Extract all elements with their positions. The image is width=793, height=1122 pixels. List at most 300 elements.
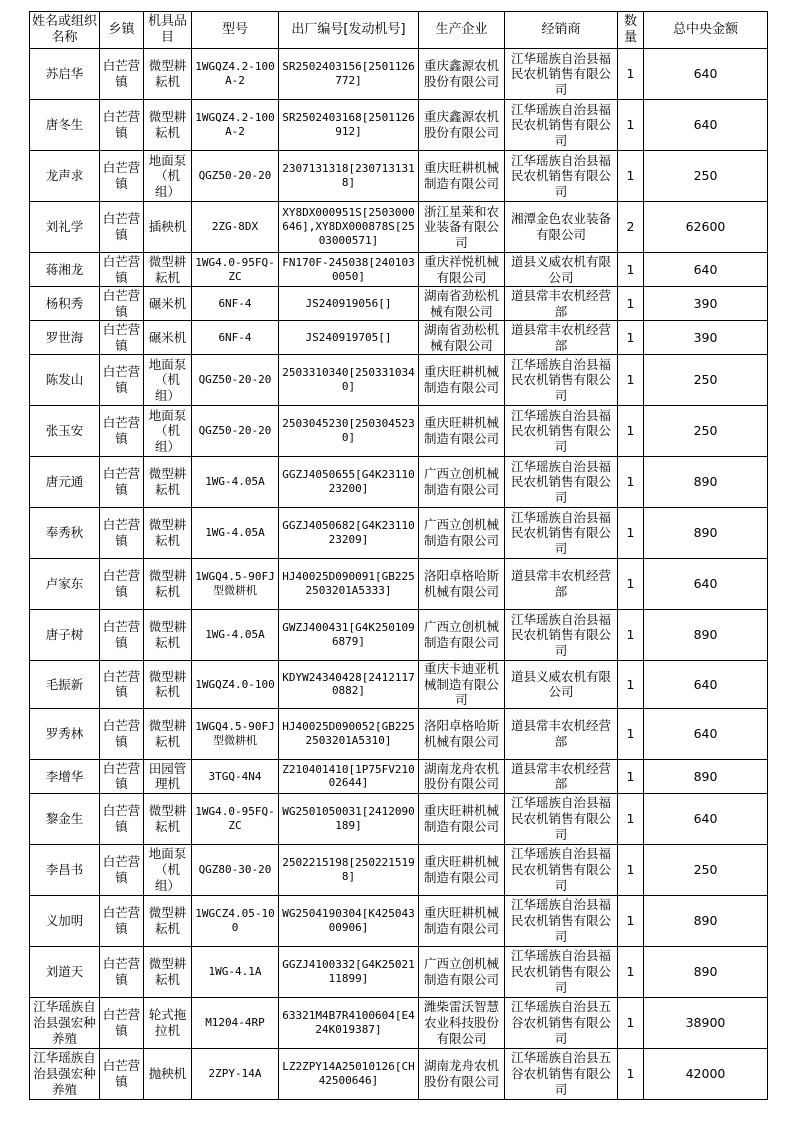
cell-town (100, 708, 144, 759)
cell-text: 白芒营镇 (102, 956, 141, 987)
cell-qty (618, 946, 644, 997)
cell-model (192, 151, 279, 202)
cell-maker (419, 895, 505, 946)
cell-text: 63321M4B7R4100604[E424K019387] (282, 1009, 415, 1036)
cell-town (100, 997, 144, 1048)
cell-town (100, 793, 144, 844)
cell-amount (644, 610, 768, 661)
cell-text: 湖南省劲松机械有限公司 (423, 287, 499, 319)
cell-qty (618, 406, 644, 457)
cell-text: QGZ80-30-20 (198, 863, 272, 876)
cell-text: 640 (693, 676, 718, 692)
cell-text: 1 (626, 964, 635, 980)
cell-name (30, 559, 100, 610)
cell-text: 奉秀秋 (45, 525, 84, 541)
cell-text: 江华瑶族自治县五谷农机销售有限公司 (510, 1050, 611, 1097)
cell-maker (419, 287, 505, 321)
cell-name (30, 151, 100, 202)
cell-text: 江华瑶族自治县福民农机销售有限公司 (510, 458, 611, 505)
cell-serial (279, 202, 419, 253)
cell-text: 张玉安 (45, 423, 84, 439)
cell-dealer (505, 793, 618, 844)
cell-maker (419, 508, 505, 559)
cell-text: 1 (626, 726, 635, 742)
cell-serial (279, 321, 419, 355)
cell-name (30, 508, 100, 559)
cell-dealer (505, 100, 618, 151)
cell-maker (419, 406, 505, 457)
cell-text: 白芒营镇 (102, 287, 141, 319)
cell-serial (279, 708, 419, 759)
cell-text: 广西立创机械制造有限公司 (423, 517, 499, 548)
cell-item (144, 49, 192, 100)
cell-amount (644, 661, 768, 709)
cell-dealer (505, 49, 618, 100)
cell-name (30, 895, 100, 946)
cell-text: 1WG-4.05A (205, 526, 265, 540)
cell-dealer (505, 202, 618, 253)
cell-text: 潍柴雷沃智慧农业科技股份有限公司 (423, 999, 499, 1046)
cell-amount (644, 457, 768, 508)
cell-model (192, 253, 279, 287)
cell-model (192, 793, 279, 844)
cell-text: 微型耕耘机 (148, 568, 187, 599)
column-header: 总中央金额 (644, 12, 768, 49)
cell-model (192, 457, 279, 508)
cell-text: 250 (693, 862, 718, 878)
cell-text: 1WGQZ4.0-100 (195, 677, 275, 691)
cell-text: M1204-4RP (205, 1016, 265, 1029)
cell-text: 890 (693, 964, 718, 980)
cell-town (100, 844, 144, 895)
cell-town (100, 49, 144, 100)
cell-amount (644, 508, 768, 559)
cell-item (144, 321, 192, 355)
cell-text: 1 (626, 372, 635, 388)
cell-text: 地面泵（机组） (148, 152, 187, 199)
cell-qty (618, 708, 644, 759)
table-row (30, 287, 768, 321)
cell-text: 2307131318[2307131318] (282, 162, 415, 189)
cell-model (192, 287, 279, 321)
cell-text: 道县常丰农机经营部 (510, 321, 611, 353)
cell-text: 毛振新 (45, 676, 84, 692)
table-row (30, 708, 768, 759)
cell-text: 1WG-4.1A (208, 965, 262, 978)
cell-town (100, 895, 144, 946)
table-row (30, 759, 768, 793)
cell-text: 微型耕耘机 (148, 109, 187, 140)
column-header: 机具品目 (144, 12, 192, 49)
cell-maker (419, 151, 505, 202)
cell-serial (279, 610, 419, 661)
cell-serial (279, 1048, 419, 1099)
cell-dealer (505, 759, 618, 793)
cell-text: 湖南龙舟农机股份有限公司 (423, 760, 499, 792)
cell-text: 湖南省劲松机械有限公司 (423, 321, 499, 353)
cell-town (100, 151, 144, 202)
cell-dealer (505, 610, 618, 661)
cell-text: 1 (626, 1015, 635, 1031)
cell-qty (618, 793, 644, 844)
cell-text: 重庆祥悦机械有限公司 (423, 253, 499, 285)
cell-text: 唐冬生 (45, 117, 84, 133)
cell-text: 田园管理机 (148, 760, 187, 792)
column-header: 出厂编号[发动机号] (279, 12, 419, 49)
cell-dealer (505, 1048, 618, 1099)
cell-text: 白芒营镇 (102, 58, 141, 89)
cell-item (144, 100, 192, 151)
table-row (30, 151, 768, 202)
cell-text: 重庆旺耕机械制造有限公司 (423, 803, 499, 834)
table-row (30, 406, 768, 457)
cell-text: 江华瑶族自治县强宏种养殖 (33, 999, 96, 1046)
cell-text: 1 (626, 168, 635, 184)
cell-maker (419, 202, 505, 253)
cell-text: 江华瑶族自治县福民农机销售有限公司 (510, 152, 611, 199)
cell-town (100, 253, 144, 287)
cell-dealer (505, 355, 618, 406)
cell-text: 陈发山 (45, 372, 84, 388)
cell-text: 重庆旺耕机械制造有限公司 (423, 364, 499, 395)
cell-name (30, 49, 100, 100)
cell-serial (279, 287, 419, 321)
cell-amount (644, 793, 768, 844)
cell-maker (419, 49, 505, 100)
cell-text: 白芒营镇 (102, 803, 141, 834)
cell-text: 白芒营镇 (102, 619, 141, 650)
cell-text: 道县常丰农机经营部 (510, 760, 611, 792)
cell-text: 38900 (685, 1015, 726, 1031)
cell-text: 江华瑶族自治县福民农机销售有限公司 (510, 897, 611, 944)
cell-qty (618, 661, 644, 709)
cell-text: 6NF-4 (218, 330, 252, 344)
cell-text: 890 (693, 525, 718, 541)
cell-item (144, 997, 192, 1048)
cell-amount (644, 997, 768, 1048)
cell-text: 390 (693, 329, 718, 345)
cell-text: 刘道天 (45, 964, 84, 980)
cell-text: 刘礼学 (45, 219, 84, 235)
cell-qty (618, 253, 644, 287)
cell-dealer (505, 708, 618, 759)
cell-name (30, 100, 100, 151)
cell-amount (644, 1048, 768, 1099)
cell-town (100, 355, 144, 406)
cell-text: XY8DX000951S[2503000646],XY8DX000878S[2503000571] (282, 206, 415, 247)
cell-qty (618, 895, 644, 946)
cell-name (30, 997, 100, 1048)
cell-text: 250 (693, 423, 718, 439)
cell-text: GGZJ4050682[G4K2311023209] (282, 519, 415, 546)
cell-name (30, 844, 100, 895)
cell-text: 2 (626, 219, 635, 235)
cell-item (144, 151, 192, 202)
cell-maker (419, 610, 505, 661)
cell-text: 640 (693, 726, 718, 742)
cell-text: 轮式拖拉机 (148, 1007, 187, 1038)
cell-model (192, 610, 279, 661)
cell-text: 唐元通 (45, 474, 84, 490)
cell-text: QGZ50-20-20 (198, 373, 272, 387)
cell-model (192, 661, 279, 709)
cell-text: 1WG4.0-95FQ-ZC (195, 255, 275, 283)
table-row (30, 895, 768, 946)
cell-text: 罗世海 (45, 329, 84, 345)
column-header: 数量 (618, 12, 644, 49)
cell-text: 250 (693, 372, 718, 388)
cell-amount (644, 49, 768, 100)
cell-text: 1 (626, 525, 635, 541)
cell-text: 江华瑶族自治县福民农机销售有限公司 (510, 356, 611, 403)
cell-text: 1WGQ4.5-90FJ型微耕机 (195, 720, 275, 747)
cell-amount (644, 844, 768, 895)
cell-item (144, 708, 192, 759)
cell-text: 道县常丰农机经营部 (510, 287, 611, 319)
cell-text: LZ2ZPY14A25010126[CH42500646] (282, 1060, 415, 1087)
cell-text: 1WGQZ4.2-100A-2 (195, 111, 275, 138)
cell-maker (419, 253, 505, 287)
cell-item (144, 661, 192, 709)
cell-item (144, 508, 192, 559)
cell-text: 地面泵（机组） (148, 356, 187, 403)
cell-serial (279, 793, 419, 844)
cell-town (100, 946, 144, 997)
cell-text: 白芒营镇 (102, 760, 141, 792)
cell-text: 微型耕耘机 (148, 466, 187, 497)
table-row (30, 610, 768, 661)
cell-town (100, 100, 144, 151)
cell-name (30, 708, 100, 759)
cell-item (144, 253, 192, 287)
cell-qty (618, 559, 644, 610)
cell-text: 洛阳卓格哈斯机械有限公司 (423, 568, 499, 599)
cell-text: 640 (693, 66, 718, 82)
cell-text: 890 (693, 768, 718, 784)
cell-text: 插秧机 (148, 219, 187, 235)
cell-town (100, 759, 144, 793)
cell-text: QGZ50-20-20 (198, 169, 272, 183)
cell-text: 江华瑶族自治县福民农机销售有限公司 (510, 407, 611, 454)
cell-text: 重庆鑫源农机股份有限公司 (423, 58, 499, 89)
cell-text: SR2502403156[2501126772] (282, 60, 415, 87)
cell-text: 890 (693, 474, 718, 490)
cell-text: 碾米机 (148, 295, 187, 311)
cell-town (100, 321, 144, 355)
cell-name (30, 759, 100, 793)
cell-text: FN170F-245038[2401030050] (282, 255, 415, 283)
cell-item (144, 759, 192, 793)
cell-item (144, 559, 192, 610)
cell-text: 蒋湘龙 (45, 261, 84, 277)
cell-text: 2502215198[2502215198] (282, 856, 415, 883)
cell-text: 黎金生 (45, 811, 84, 827)
cell-text: 1 (626, 913, 635, 929)
cell-text: KDYW24340428[24121170882] (282, 670, 415, 698)
cell-item (144, 844, 192, 895)
cell-text: 道县常丰农机经营部 (510, 568, 611, 599)
table-row (30, 997, 768, 1048)
cell-text: 江华瑶族自治县福民农机销售有限公司 (510, 795, 611, 842)
cell-qty (618, 508, 644, 559)
cell-name (30, 457, 100, 508)
cell-item (144, 457, 192, 508)
cell-item (144, 793, 192, 844)
table-row (30, 661, 768, 709)
cell-dealer (505, 151, 618, 202)
cell-text: 广西立创机械制造有限公司 (423, 619, 499, 650)
cell-town (100, 508, 144, 559)
cell-model (192, 49, 279, 100)
cell-model (192, 895, 279, 946)
cell-text: 卢家东 (45, 576, 84, 592)
cell-amount (644, 895, 768, 946)
cell-text: 1WGQZ4.2-100A-2 (195, 60, 275, 87)
cell-text: 1 (626, 66, 635, 82)
cell-text: 罗秀林 (45, 726, 84, 742)
cell-serial (279, 559, 419, 610)
cell-maker (419, 661, 505, 709)
cell-text: 重庆鑫源农机股份有限公司 (423, 109, 499, 140)
table-row (30, 793, 768, 844)
cell-text: 1 (626, 329, 635, 345)
cell-text: WG2501050031[2412090189] (282, 805, 415, 832)
cell-maker (419, 559, 505, 610)
cell-text: 微型耕耘机 (148, 517, 187, 548)
cell-qty (618, 321, 644, 355)
cell-maker (419, 355, 505, 406)
cell-town (100, 406, 144, 457)
cell-text: 白芒营镇 (102, 364, 141, 395)
cell-item (144, 406, 192, 457)
cell-text: 浙江星莱和农业装备有限公司 (423, 203, 499, 250)
cell-text: 62600 (685, 219, 726, 235)
cell-text: 湖南龙舟农机股份有限公司 (423, 1058, 499, 1089)
cell-maker (419, 997, 505, 1048)
column-header: 乡镇 (100, 12, 144, 49)
cell-qty (618, 355, 644, 406)
cell-amount (644, 151, 768, 202)
cell-qty (618, 457, 644, 508)
cell-text: WG2504190304[K42504300906] (282, 907, 415, 934)
cell-text: QGZ50-20-20 (198, 424, 272, 438)
cell-town (100, 202, 144, 253)
cell-dealer (505, 895, 618, 946)
cell-text: 白芒营镇 (102, 568, 141, 599)
cell-maker (419, 844, 505, 895)
cell-model (192, 508, 279, 559)
cell-text: 江华瑶族自治县福民农机销售有限公司 (510, 101, 611, 148)
table-row (30, 508, 768, 559)
cell-text: 1 (626, 423, 635, 439)
cell-amount (644, 287, 768, 321)
cell-text: 1 (626, 768, 635, 784)
cell-model (192, 100, 279, 151)
cell-name (30, 202, 100, 253)
cell-text: JS240919056[] (305, 296, 392, 310)
cell-text: 李增华 (45, 768, 84, 784)
cell-maker (419, 100, 505, 151)
cell-qty (618, 759, 644, 793)
cell-name (30, 406, 100, 457)
cell-dealer (505, 457, 618, 508)
cell-serial (279, 253, 419, 287)
header-row (30, 12, 768, 49)
cell-qty (618, 287, 644, 321)
cell-name (30, 661, 100, 709)
cell-text: 江华瑶族自治县福民农机销售有限公司 (510, 50, 611, 97)
cell-text: 白芒营镇 (102, 109, 141, 140)
cell-amount (644, 202, 768, 253)
cell-item (144, 1048, 192, 1099)
cell-text: 重庆旺耕机械制造有限公司 (423, 160, 499, 191)
table-row (30, 946, 768, 997)
cell-model (192, 202, 279, 253)
cell-town (100, 661, 144, 709)
cell-text: 白芒营镇 (102, 854, 141, 885)
table-row (30, 844, 768, 895)
cell-maker (419, 321, 505, 355)
cell-text: 道县常丰农机经营部 (510, 718, 611, 749)
cell-text: 李昌书 (45, 862, 84, 878)
cell-serial (279, 508, 419, 559)
cell-text: 640 (693, 811, 718, 827)
cell-item (144, 287, 192, 321)
cell-qty (618, 844, 644, 895)
table-row (30, 49, 768, 100)
cell-text: 龙声求 (45, 168, 84, 184)
cell-text: 微型耕耘机 (148, 619, 187, 650)
cell-model (192, 355, 279, 406)
cell-text: 640 (693, 117, 718, 133)
cell-text: 250 (693, 168, 718, 184)
cell-name (30, 946, 100, 997)
cell-text: 江华瑶族自治县福民农机销售有限公司 (510, 509, 611, 556)
cell-town (100, 457, 144, 508)
cell-text: 碾米机 (148, 329, 187, 345)
cell-serial (279, 895, 419, 946)
cell-text: 唐子树 (45, 627, 84, 643)
cell-text: 1 (626, 1066, 635, 1082)
cell-text: 地面泵（机组） (148, 407, 187, 454)
cell-serial (279, 406, 419, 457)
cell-text: 1 (626, 627, 635, 643)
cell-text: 白芒营镇 (102, 668, 141, 700)
cell-text: 道县义威农机有限公司 (510, 253, 611, 285)
cell-dealer (505, 844, 618, 895)
cell-text: 1 (626, 261, 635, 277)
cell-text: 1 (626, 117, 635, 133)
table-row (30, 321, 768, 355)
cell-amount (644, 708, 768, 759)
column-header: 经销商 (505, 12, 618, 49)
cell-text: 2ZG-8DX (211, 220, 259, 234)
cell-qty (618, 100, 644, 151)
cell-model (192, 844, 279, 895)
cell-maker (419, 793, 505, 844)
cell-text: 1WG-4.05A (205, 475, 265, 489)
table-row (30, 457, 768, 508)
table-row (30, 355, 768, 406)
cell-text: 微型耕耘机 (148, 956, 187, 987)
cell-maker (419, 457, 505, 508)
cell-dealer (505, 559, 618, 610)
cell-model (192, 406, 279, 457)
cell-item (144, 355, 192, 406)
cell-text: SR2502403168[2501126912] (282, 111, 415, 138)
cell-town (100, 287, 144, 321)
cell-text: 白芒营镇 (102, 211, 141, 242)
